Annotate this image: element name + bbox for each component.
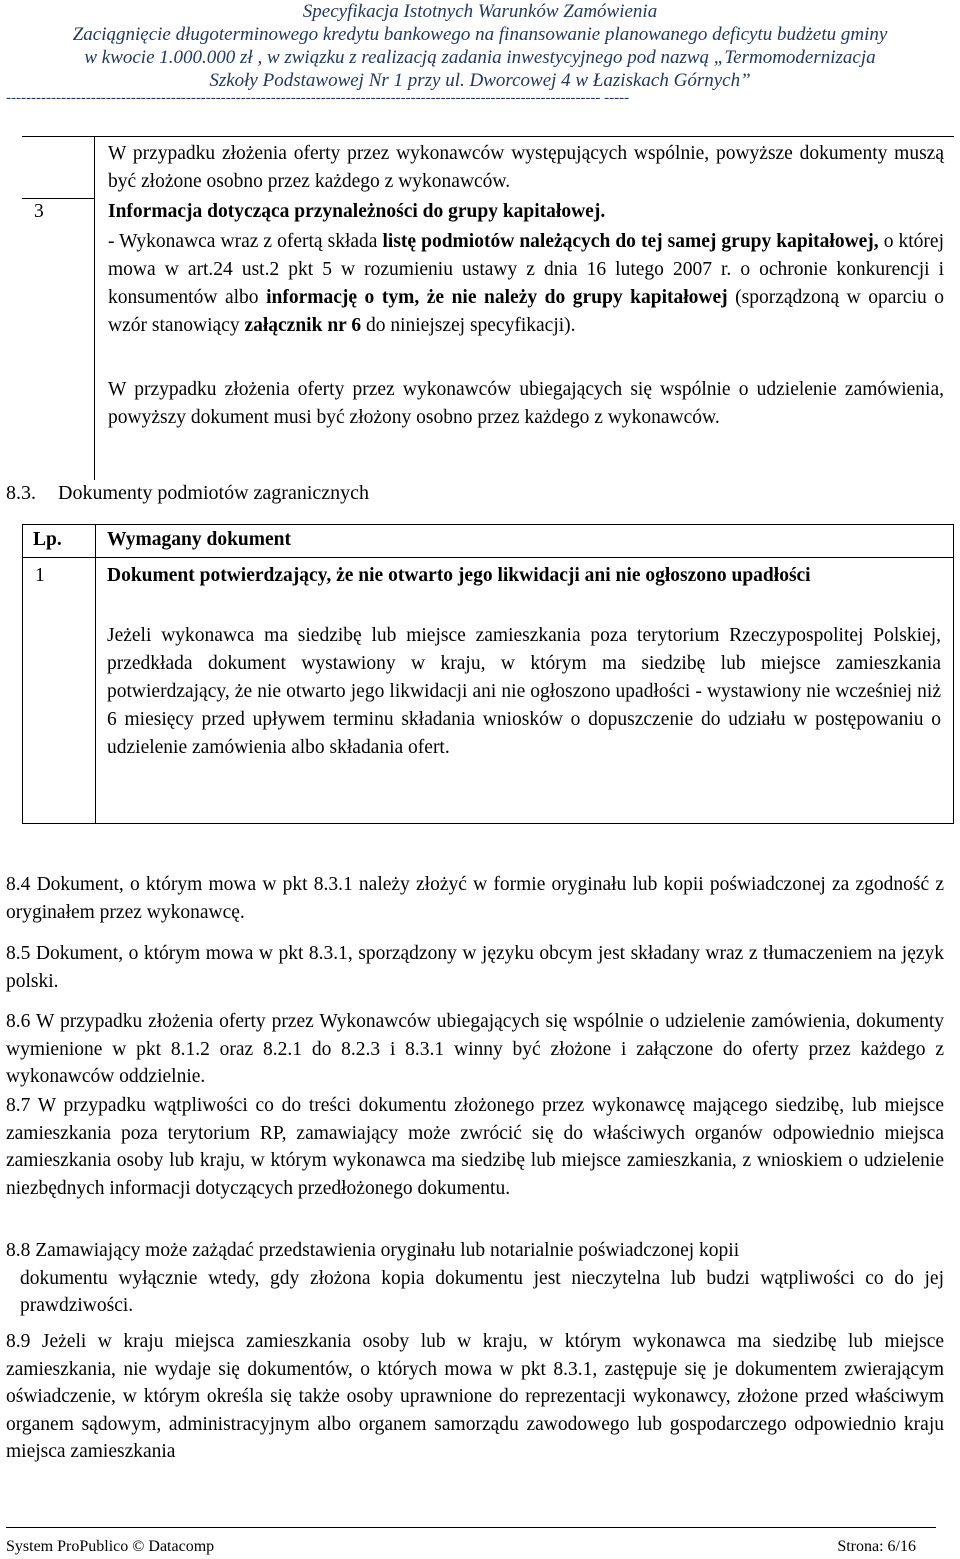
paragraph-8-5: 8.5 Dokument, o którym mowa w pkt 8.3.1, sporządzony w języku obcym jest składany wraz z tłumaczeniem na język polski.: [6, 943, 944, 992]
document-header: [0, 0, 960, 92]
foreign-documents-table: [22, 524, 954, 824]
paragraph-8-8-continuation: dokumentu wyłącznie wtedy, gdy złożona kopia dokumentu jest nieczytelna lub budzi wątpliwości co do jej prawdziwości.: [20, 1267, 944, 1316]
row-title: [108, 198, 944, 226]
paragraph-8-9: 8.9 Jeżeli w kraju miejsca zamieszkania osoby lub w kraju, w którym wykonawca ma siedzibę lub miejsce zamieszkania, nie wydaje się dokumentów, o których mowa w pkt 8.3.1, zastępuje się je dokumentem zwierającym oświadczenie, w którym określa się także osoby uprawnione do reprezentacji wykonawcy, złożone przed właściwym organem sądowym, administracyjnym albo organem samorządu zawodowego lub gospodarczego odpowiednio kraju miejsca zamieszkania: [6, 1331, 944, 1462]
footer-rule: [6, 1527, 936, 1528]
header-line-3: w kwocie 1.000.000 zł , w związku z realizacją zadania inwestycyjnego pod nazwą „Termomodernizacja: [84, 47, 876, 68]
paragraph-8-8: [6, 1237, 944, 1320]
section-8-3-heading: [6, 479, 391, 507]
document-title-text: Dokument potwierdzający, że nie otwarto jego likwidacji ani nie ogłoszono upadłości: [107, 565, 811, 586]
paragraph-8-7: 8.7 W przypadku wątpliwości co do treści dokumentu złożonego przez wykonawcę mającego siedzibę, lub miejsce zamieszkania poza terytorium RP, zamawiający może zwrócić się do właściwych organów odpowiednio miejsca zamieszkania osoby lub kraju, w którym wykonawca ma siedzibę lub miejsce zamieszkania, z wnioskiem o udzielenie niezbędnych informacji dotyczących przedłożonego dokumentu.: [6, 1095, 944, 1199]
text-run: (sporządzoną w oparciu o wzór stanowiący: [108, 287, 945, 336]
text-run: - Wykonawca wraz z ofertą składa: [108, 231, 383, 252]
section-title: Dokumenty podmiotów zagranicznych: [58, 482, 370, 504]
bold-run: listę podmiotów należących do tej samej grupy kapitałowej,: [382, 231, 879, 252]
paragraph-8-8-first-line: 8.8 Zamawiający może zażądać przedstawienia oryginału lub notarialnie poświadczonej kopii: [6, 1240, 740, 1261]
column-header-document-text: Wymagany dokument: [107, 529, 292, 550]
document-description: Jeżeli wykonawca ma siedzibę lub miejsce zamieszkania poza terytorium Rzeczypospolitej Polskiej, przedkłada dokument wystawiony w kraju, w którym ma siedzibę lub miejsce zamieszkania potwierdzający, że nie otwarto jego likwidacji ani nie ogłoszono upadłości - wystawiony nie wcześniej niż 6 miesięcy przed upływem terminu składania wniosków o dopuszczenie do udziału w postępowaniu o udzielenie zamówienia albo składania ofert.: [107, 625, 941, 758]
header-title: Specyfikacja Istotnych Warunków Zamówienia: [302, 1, 658, 22]
paragraph-8-4: 8.4 Dokument, o którym mowa w pkt 8.3.1 należy złożyć w formie oryginału lub kopii poświadczonej za zgodność z oryginałem przez wykonawcę.: [6, 874, 944, 923]
table-row-divider: [22, 198, 94, 199]
joint-offer-note-2: W przypadku złożenia oferty przez wykonawców ubiegających się wspólnie o udzielenie zamówienia, powyższy dokument musi być złożony osobno przez każdego z wykonawców.: [108, 379, 944, 428]
bold-run: informację o tym, że nie należy do grupy kapitałowej: [266, 287, 728, 308]
header-line-4: Szkoły Podstawowej Nr 1 przy ul. Dworcowej 4 w Łaziskach Górnych”: [209, 70, 751, 91]
page-number: Strona: 6/16: [837, 1538, 916, 1555]
document-title: [107, 562, 941, 590]
footer-system-name: System ProPublico © Datacomp: [6, 1538, 215, 1555]
table-column-divider: [94, 136, 95, 480]
paragraph-8-6: 8.6 W przypadku złożenia oferty przez Wykonawców ubiegających się wspólnie o udzielenie zamówienia, dokumenty wymienione w pkt 8.1.2 oraz 8.2.1 do 8.2.3 i 8.3.1 winny być złożone i załączone do oferty przez każdego z wykonawców oddzielnie.: [6, 1011, 944, 1087]
row-number: 1: [35, 565, 45, 586]
column-header-lp-text: Lp.: [33, 529, 62, 550]
header-line-2: Zaciągnięcie długoterminowego kredytu bankowego na finansowanie planowanego deficytu budżetu gminy: [72, 24, 888, 45]
header-separator: ----------------------------------------------------------------------------------------------------------------------- -----: [6, 90, 630, 106]
joint-offer-note: W przypadku złożenia oferty przez wykonawców występujących wspólnie, powyższe dokumenty muszą być złożone osobno przez każdego z wykonawców.: [108, 143, 944, 192]
table-column-divider: [95, 524, 96, 823]
table-top-border: [22, 136, 954, 137]
column-header-document: [107, 526, 291, 554]
table-top-border: [23, 524, 953, 525]
row-title-text: Informacja dotycząca przynależności do grupy kapitałowej.: [108, 201, 606, 222]
capital-group-paragraph: [108, 228, 944, 340]
requirements-table-continued: [22, 136, 954, 480]
table-header-divider: [23, 557, 953, 558]
bold-run: załącznik nr 6: [244, 315, 362, 336]
text-run: o której mowa w art.24 ust.2 pkt 5 w rozumieniu ustawy z dnia 16 lutego 2007 r. o ochronie konkurencji i konsumentów albo: [108, 231, 945, 308]
section-number: 8.3.: [6, 482, 36, 504]
column-header-lp: [33, 526, 62, 554]
row-number: 3: [34, 201, 44, 222]
text-run: do niniejszej specyfikacji).: [361, 315, 576, 336]
